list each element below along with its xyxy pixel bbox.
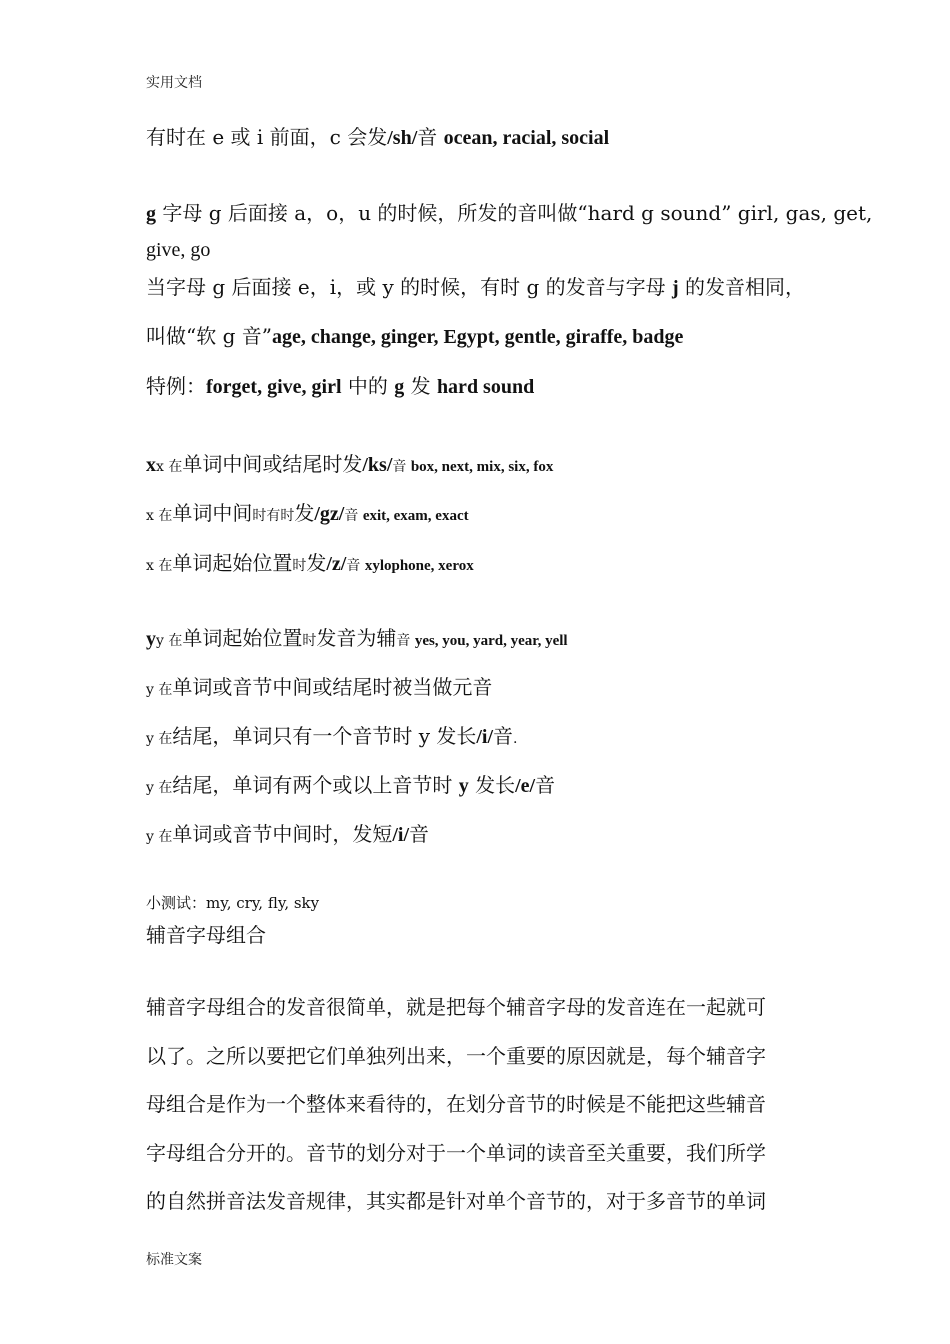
- y-rule-text: 单词或音节中间或结尾时被当做元音: [172, 675, 493, 699]
- y-rule-5: [146, 821, 429, 850]
- g-letter: g: [146, 203, 156, 225]
- y-sound: /i/: [476, 726, 494, 748]
- g-hard-line: [146, 200, 872, 227]
- y-sound: /i/: [392, 824, 410, 846]
- page-header: 实用文档: [146, 75, 202, 91]
- page-footer: 标准文案: [146, 1252, 202, 1268]
- g-special-words: forget, give, girl: [206, 376, 342, 398]
- paragraph-line: 以了。之所以要把它们单独列出来，一个重要的原因就是，每个辅音字: [146, 1043, 766, 1068]
- x-letter: x: [146, 454, 156, 476]
- y-rule-1: [146, 625, 568, 654]
- g-soft-label: 叫做“软 g 音”: [146, 324, 272, 348]
- g-special-label: 特例：: [146, 374, 206, 398]
- section-title: 辅音字母组合: [146, 923, 266, 947]
- x-rule-1: [146, 451, 553, 480]
- x-rule-text: 单词中间: [172, 501, 253, 525]
- y-rule-text-2: 发长: [468, 773, 516, 797]
- paragraph-line: 辅音字母组合的发音很简单，就是把每个辅音字母的发音连在一起就可: [146, 995, 766, 1019]
- g-special-text: 中的: [341, 374, 395, 398]
- y-sound-suffix: 音: [396, 633, 415, 649]
- y-sound-suffix: 音: [535, 773, 556, 797]
- y-prefix: y 在: [146, 780, 173, 796]
- y-rule-3: [146, 723, 518, 752]
- y-rule-2: [146, 674, 492, 703]
- g-special-letter: g: [394, 376, 405, 398]
- x-sound-suffix: 音: [344, 508, 363, 524]
- x-sound-suffix: 音: [392, 459, 411, 475]
- y-rule-4: [146, 772, 555, 801]
- y-sound: /e/: [515, 775, 536, 797]
- g-special-text-2: 发: [404, 374, 437, 398]
- j-letter: j: [672, 277, 679, 299]
- y-prefix: y 在: [146, 731, 173, 747]
- x-examples: exit, exam, exact: [362, 508, 469, 524]
- g-soft-text-1: 当字母 g 后面接 e，i，或 y 的时候，有时 g 的发音与字母: [146, 275, 672, 299]
- g-soft-text-2: 的发音相同，: [678, 275, 806, 299]
- g-soft-line-2: [146, 323, 683, 350]
- y-rule-text: 结尾，单词有两个或以上音节时: [172, 773, 459, 797]
- y-rule-small: 时: [302, 633, 317, 649]
- x-examples: box, next, mix, six, fox: [410, 459, 554, 475]
- y-rule-text: 单词起始位置: [182, 626, 303, 650]
- x-rule-small: 时有时: [252, 508, 295, 524]
- x-examples: xylophone, xerox: [364, 558, 474, 574]
- x-rule-small: 时: [292, 558, 307, 574]
- g-special-term: hard sound: [436, 376, 535, 398]
- paragraph-line: 母组合是作为一个整体来看待的，在划分音节的时候是不能把这些辅音: [146, 1092, 766, 1116]
- g-soft-line-1: [146, 274, 805, 301]
- y-punct: .: [513, 731, 518, 747]
- y-letter: y: [146, 628, 156, 650]
- y-letter: y: [458, 775, 469, 797]
- y-rule-text: 结尾，单词只有一个音节时 y 发长: [172, 724, 477, 748]
- paragraph-line: 的自然拼音法发音规律，其实都是针对单个音节的，对于多音节的单词: [146, 1189, 766, 1213]
- g-hard-text: 字母 g 后面接 a，o，u 的时候，所发的音叫做“hard g sound” girl, gas, get,: [156, 201, 873, 225]
- quiz-line: 小测试：my, cry, fly, sky: [146, 894, 320, 912]
- y-prefix: y 在: [146, 829, 173, 845]
- y-prefix: y 在: [146, 682, 173, 698]
- g-special-line: [146, 373, 534, 400]
- g-soft-examples: age, change, ginger, Egypt, gentle, giraffe, badge: [271, 326, 684, 348]
- c-rule-suffix: 音: [417, 125, 444, 149]
- x-sound: /z/: [326, 553, 347, 575]
- y-rule-text: 单词或音节中间时，发短: [172, 822, 393, 846]
- g-hard-line-cont: give, go: [146, 239, 211, 261]
- x-sound: /gz/: [314, 503, 345, 525]
- x-rule-2: [146, 500, 469, 529]
- c-rule-examples: ocean, racial, social: [443, 127, 610, 149]
- c-rule-text: 有时在 e 或 i 前面，c 会发: [146, 125, 388, 149]
- x-rule-text: 单词中间或结尾时发: [182, 452, 363, 476]
- x-rule-text-2: 发: [294, 501, 315, 525]
- x-prefix: x 在: [146, 508, 173, 524]
- x-prefix: x 在: [146, 558, 173, 574]
- c-rule-line: [146, 124, 609, 151]
- x-rule-text-2: 发: [306, 551, 327, 575]
- paragraph-line: 字母组合分开的。音节的划分对于一个单词的读音至关重要，我们所学: [146, 1140, 766, 1165]
- x-sound: /ks/: [362, 454, 393, 476]
- x-rule-text: 单词起始位置: [172, 551, 293, 575]
- y-examples: yes, you, yard, year, yell: [414, 633, 568, 649]
- y-sound-suffix: 音: [493, 724, 514, 748]
- body-paragraph: [146, 983, 810, 1226]
- x-sound-suffix: 音: [346, 558, 365, 574]
- y-rule-text-2: 发音为辅: [316, 626, 397, 650]
- y-prefix: y 在: [156, 633, 183, 649]
- x-rule-3: [146, 550, 474, 579]
- y-sound-suffix: 音: [409, 822, 430, 846]
- c-rule-sound: /sh/: [387, 127, 418, 149]
- x-prefix: x 在: [156, 459, 183, 475]
